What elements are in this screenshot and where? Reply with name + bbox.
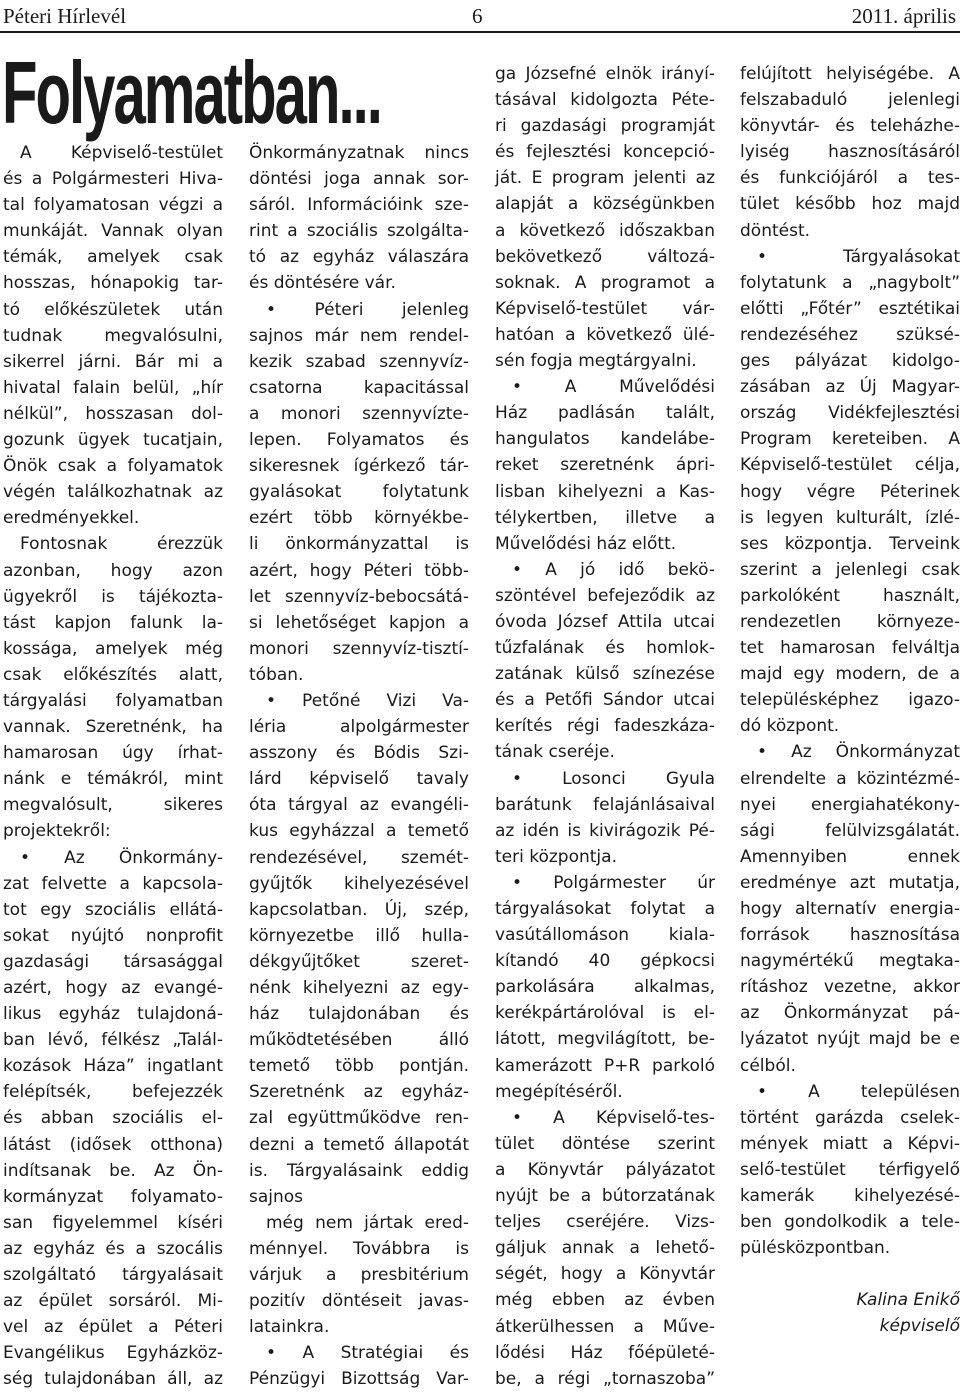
text-line: településképhez igazo- [740, 690, 960, 711]
page-number: 6 [472, 4, 483, 28]
page-header [0, 0, 960, 30]
text-line: tó az egyház válaszára [249, 247, 469, 268]
text-line: kerékpártárolóval is el- [495, 1003, 715, 1024]
text-line: hangulatos kandelábe- [495, 429, 715, 450]
text-line: gazdasági társasággal [3, 951, 223, 972]
text-line: elrendelte a közintézmé- [740, 768, 960, 789]
text-line: történt garázda cselek- [740, 1107, 960, 1128]
text-line: kezik szabad szennyvíz- [249, 351, 469, 372]
text-line: is legyen kulturált, ízlé- [740, 507, 960, 528]
text-line: soknak. A programot a [495, 272, 715, 293]
text-line: latainkra. [249, 1317, 330, 1338]
text-line: lyiség hasznosításáról [740, 142, 960, 163]
text-line: Szeretnénk az egyház- [249, 1082, 469, 1103]
text-line: dékgyűjtőket szeret- [249, 951, 469, 972]
text-line: azért, hogy Péteri több- [249, 560, 469, 581]
text-line: Pénzügyi Bizottság Var- [249, 1369, 469, 1390]
text-line: és a Polgármesteri Hiva- [3, 169, 223, 190]
text-line: parkolására alkalmas, [495, 977, 715, 998]
text-line: gyalásokat folytatunk [249, 482, 469, 503]
text-line: sikeresnek ígérkező tár- [249, 456, 469, 477]
issue-date: 2011. április [851, 4, 956, 28]
text-line: gyűjtők kihelyezésével [249, 873, 469, 894]
text-line: és fejlesztési koncepció- [495, 142, 715, 163]
text-line: előtti „Főtér” esztétikai [740, 298, 960, 319]
text-line: bekövetkező változá- [495, 246, 715, 267]
text-line: tának cseréje. [495, 742, 615, 763]
text-line: • Az Önkormány- [20, 847, 223, 868]
text-line: rításhoz vezetne, akkor [740, 977, 960, 998]
text-line: lyázatot nyújt majd be e [740, 1029, 960, 1050]
text-line: hivatal falain belül, „hír [3, 377, 223, 398]
text-line: hosszas, hónapokig tar- [3, 273, 223, 294]
text-line: gáljuk annak a lehető- [495, 1238, 715, 1259]
text-line: környezetbe illő hulla- [249, 925, 469, 946]
text-line: A Képviselő-testület [20, 143, 223, 163]
text-line: és döntésére vár. [249, 273, 396, 294]
text-line: tárgyalási folyamatban [3, 690, 223, 711]
text-line: ses központja. Terveink [740, 533, 960, 554]
text-line: likus egyház tulajdoná- [3, 1004, 223, 1025]
text-line: várjuk a presbitérium [249, 1265, 469, 1286]
text-line: • A településen [757, 1081, 960, 1102]
text-line: li önkormányzattal is [249, 534, 469, 555]
text-line: ország Vidékfejlesztési [740, 403, 960, 424]
byline-line: Kalina Enikő [856, 1290, 960, 1311]
text-line: látást (idősek otthona) [3, 1134, 223, 1155]
text-line: rint a szociális szolgálta- [249, 221, 469, 242]
text-line: tó előkészületek után [3, 299, 223, 320]
text-line: még ebben az évben [495, 1290, 715, 1311]
text-line: szerint a jelenlegi csak [740, 559, 960, 580]
text-line: nyújt be a bútorzatának [495, 1186, 715, 1207]
text-line: tudnak megvalósulni, [3, 325, 223, 346]
text-line: ház tulajdonában és [249, 1004, 469, 1025]
text-line: ezért több környékbe- [249, 508, 469, 529]
text-line: sági felülvizsgálatát. [740, 820, 960, 841]
text-line: eredménye azt mutatja, [740, 872, 960, 893]
text-line: átkerülhessen a Műve- [495, 1316, 715, 1337]
text-line: zat felvette a kapcsola- [3, 873, 223, 894]
text-line: tület később hoz majd [740, 194, 960, 215]
text-line: ját. E program jelenti az [495, 168, 715, 189]
text-line: san figyelemmel kíséri [3, 1212, 223, 1233]
text-line: sén fogja megtárgyalni. [495, 351, 697, 372]
text-line: kamerák kihelyezésé- [740, 1186, 960, 1207]
text-line: a következő időszakban [495, 220, 715, 241]
text-line: • A Stratégiai és [266, 1343, 469, 1364]
text-line: sáról. Információink sze- [249, 195, 469, 216]
text-line: mények miatt a Képvi- [740, 1133, 960, 1154]
text-line: kus egyházzal a temető [249, 821, 469, 842]
text-line: megépítéséről. [495, 1081, 623, 1102]
text-line: és funkciójáról a tes- [740, 168, 960, 189]
text-line: Képviselő-testület célja, [740, 455, 960, 476]
article-title: Folyamatban... [2, 43, 381, 142]
text-line: Amennyiben ennek [740, 846, 960, 867]
text-line: sajnos már nem rendel- [249, 325, 469, 346]
text-line: pozitív döntéseit javas- [249, 1291, 469, 1312]
text-line: teri központja. [495, 846, 617, 867]
text-line: pülésközpontban. [740, 1238, 891, 1259]
text-line: döntési joga annak sor- [249, 169, 469, 190]
text-line: az Önkormányzat pá- [740, 1003, 960, 1024]
text-line: csatorna kapacitással [249, 377, 469, 398]
text-line: • Petőné Vizi Va- [266, 690, 469, 711]
text-line: folytatunk a „nagybolt” [740, 272, 960, 293]
text-line: parkolóként használt, [740, 585, 960, 606]
text-line: megvalósult, sikeres [3, 795, 223, 816]
text-line: gozunk ügyek tucatjain, [3, 430, 223, 451]
text-line: rendezéséhez szüksé- [740, 324, 960, 345]
text-line: látott, megvilágított, be- [495, 1029, 715, 1050]
text-line: ügyekről is tájékozta- [3, 586, 223, 607]
text-line: let szennyvíz-bebocsátá- [249, 586, 469, 607]
text-line: tóban. [249, 664, 304, 685]
text-line: hogy végre Péterinek [740, 481, 960, 502]
text-line: Fontosnak érezzük [20, 534, 223, 555]
text-line: felújított helyiségébe. A [740, 64, 960, 84]
text-line: zatának külső színezése [495, 664, 715, 685]
publication-name: Péteri Hírlevél [3, 4, 127, 28]
text-line: hatóan a következő ülé- [495, 324, 715, 345]
text-line: kossága, amelyek még [3, 638, 223, 659]
text-line: Program kereteiben. A [740, 429, 960, 450]
text-line: munkáját. Vannak olyan [3, 221, 223, 242]
text-line: Evangélikus Egyházköz- [3, 1343, 223, 1364]
text-line: az épület sorsáról. Mi- [3, 1291, 223, 1312]
text-line: a monori szennyvízte- [249, 403, 469, 424]
text-line: nénk kihelyezni az egy- [249, 978, 469, 998]
text-line: nyei energiahatékony- [740, 794, 960, 815]
text-line: nánk e témákról, mint [3, 769, 223, 790]
text-line: kamerázott P+R parkoló [495, 1055, 715, 1076]
text-line: si lehetőséget kapjon a [249, 612, 469, 633]
article-column-2 [249, 140, 469, 1393]
text-line: vasútállomáson kiala- [495, 925, 715, 946]
text-line: hogy alternatív energia- [740, 899, 960, 919]
text-line: tal folyamatosan végzi a [3, 195, 223, 216]
text-line: ménnyel. Továbbra is [249, 1238, 469, 1259]
text-line: felszabaduló jelenlegi [740, 90, 960, 111]
text-line: szolgáltató tárgyalásait [3, 1265, 223, 1286]
text-line: hamarosan úgy írhat- [3, 743, 223, 764]
header-rule [0, 31, 960, 33]
text-line: be, a régi „tornaszoba” [495, 1368, 715, 1389]
text-line: döntést. [740, 220, 811, 241]
text-line: Ház padlásán talált, [495, 403, 715, 424]
text-line: monori szennyvíz-tisztí- [249, 638, 469, 659]
text-line: dezni a temető állapotát [249, 1134, 469, 1155]
text-line: sajnos [249, 1186, 304, 1207]
text-line: vel az épület a Péteri [3, 1317, 223, 1338]
text-line: Önkormányzatnak nincs [249, 143, 469, 163]
text-line: • A Képviselő-tes- [512, 1107, 715, 1128]
text-line: temető több pontján. [249, 1056, 469, 1077]
text-line: majd egy modern, de a [740, 664, 960, 685]
text-line: ri gazdasági programját [495, 116, 715, 137]
text-line: • Péteri jelenleg [266, 299, 469, 320]
text-line: • Polgármester úr [512, 872, 715, 893]
text-line: dó központ. [740, 716, 840, 737]
text-line: tület döntése szerint [495, 1133, 715, 1154]
text-line: indítsanak be. Az Ön- [3, 1160, 223, 1181]
text-line: tásával kidolgozta Péte- [495, 90, 715, 111]
text-line: kítandó 40 gépkocsi [495, 951, 715, 972]
text-line: és abban szociális el- [3, 1108, 223, 1129]
text-line: óvoda József Attila utcai [495, 611, 715, 632]
text-line: rendezésével, szemét- [249, 847, 469, 868]
text-line: a Könyvtár pályázatot [495, 1159, 715, 1180]
text-line: ség tulajdonában áll, az [3, 1369, 223, 1390]
text-line: és a Petőfi Sándor utcai [495, 690, 715, 711]
text-line: kerítés régi fadeszkáza- [495, 716, 715, 737]
text-line: sokat nyújtó nonprofit [3, 925, 223, 946]
text-line: kozások Háza” ingatlant [3, 1056, 223, 1077]
text-line: nagymértékű megtaka- [740, 951, 960, 972]
text-line: ges pályázat kidolgo- [740, 351, 960, 372]
text-line: ségét, hogy a Könyvtár [495, 1264, 715, 1285]
text-line: ben gondolkodik a tele- [740, 1212, 960, 1233]
text-line: felépítsék, befejezzék [3, 1082, 223, 1103]
article-column-1 [3, 140, 223, 1393]
text-line: télykertben, illetve a [495, 507, 715, 528]
text-line: lárd képviselő tavaly [249, 769, 469, 790]
text-line: ga Józsefné elnök irányí- [495, 64, 715, 84]
text-line: teljes cseréjére. Vizs- [495, 1212, 715, 1233]
text-line: • A Művelődési [512, 377, 715, 398]
text-line: sikerrel járni. Bár mi a [3, 351, 223, 372]
text-line: tűzfalának és homlok- [495, 638, 715, 659]
text-line: • A jó idő bekö- [512, 559, 715, 580]
text-line: kormányzat folyamato- [3, 1186, 223, 1207]
text-line: lisban kihelyezni a Kas- [495, 481, 715, 502]
text-line: barátunk felajánlásaival [495, 794, 715, 815]
text-line: források hasznosítása [740, 925, 960, 946]
text-line: az idén is kivirágozik Pé- [495, 820, 715, 841]
text-line: zal együttműködve ren- [249, 1108, 469, 1129]
text-line: eredményekkel. [3, 508, 140, 529]
text-line: kapcsolatban. Új, szép, [249, 899, 469, 920]
text-line: azért, hogy az evangé- [3, 978, 223, 998]
text-line: lődési Ház főépületé- [495, 1342, 715, 1363]
text-line: célból. [740, 1055, 796, 1076]
text-line: Önök csak a folyamatok [3, 456, 223, 477]
text-line: projektekről: [3, 821, 111, 842]
text-line: lepen. Folyamatos és [249, 430, 469, 451]
text-line: témák, amelyek csak [3, 247, 223, 268]
text-line: • Az Önkormányzat [757, 742, 960, 763]
text-line: szöntével befejeződik az [495, 585, 715, 606]
text-line: óta tárgyal az evangéli- [249, 795, 469, 816]
text-line: ban lévő, félkész „Talál- [3, 1030, 223, 1051]
text-line: azonban, hogy azon [3, 560, 223, 581]
text-line: az egyház és a szocális [3, 1238, 223, 1259]
text-line: vannak. Szeretnénk, ha [3, 717, 223, 738]
text-line: nélkül”, hosszasan dol- [3, 403, 223, 424]
text-line: tet hamarosan felváltja [740, 638, 960, 659]
text-line: reket szeretnénk ápri- [495, 455, 715, 476]
text-line: Képviselő-testület vár- [495, 298, 715, 319]
article-column-3 [495, 61, 715, 1392]
byline-line: képviselő [879, 1316, 960, 1337]
spacer [740, 1261, 960, 1287]
text-line: még nem jártak ered- [266, 1212, 469, 1233]
text-line: • Losonci Gyula [512, 768, 715, 789]
text-line: is. Tárgyalásaink eddig [249, 1160, 469, 1181]
text-line: • Tárgyalásokat [757, 246, 960, 267]
text-line: könyvtár- és teleházhe- [740, 116, 960, 137]
text-line: tárgyalásokat folytat a [495, 899, 715, 919]
text-line: tot egy szociális ellátá- [3, 899, 223, 920]
text-line: működtetésében álló [249, 1030, 469, 1051]
text-line: végén találkozhatnak az [3, 482, 223, 503]
article-column-4 [740, 61, 960, 1340]
text-line: rendezetlen környeze- [740, 611, 960, 632]
text-line: selő-testület térfigyelő [740, 1159, 960, 1180]
text-line: zásában az Új Magyar- [740, 377, 960, 398]
text-line: léria alpolgármester [249, 717, 469, 738]
text-line: asszony és Bódis Szi- [249, 743, 469, 764]
text-line: alapját a községünkben [495, 194, 715, 215]
text-line: tást kapjon falunk la- [3, 612, 223, 633]
text-line: Művelődési ház előtt. [495, 533, 677, 554]
text-line: csak előkészítés alatt, [3, 664, 223, 685]
